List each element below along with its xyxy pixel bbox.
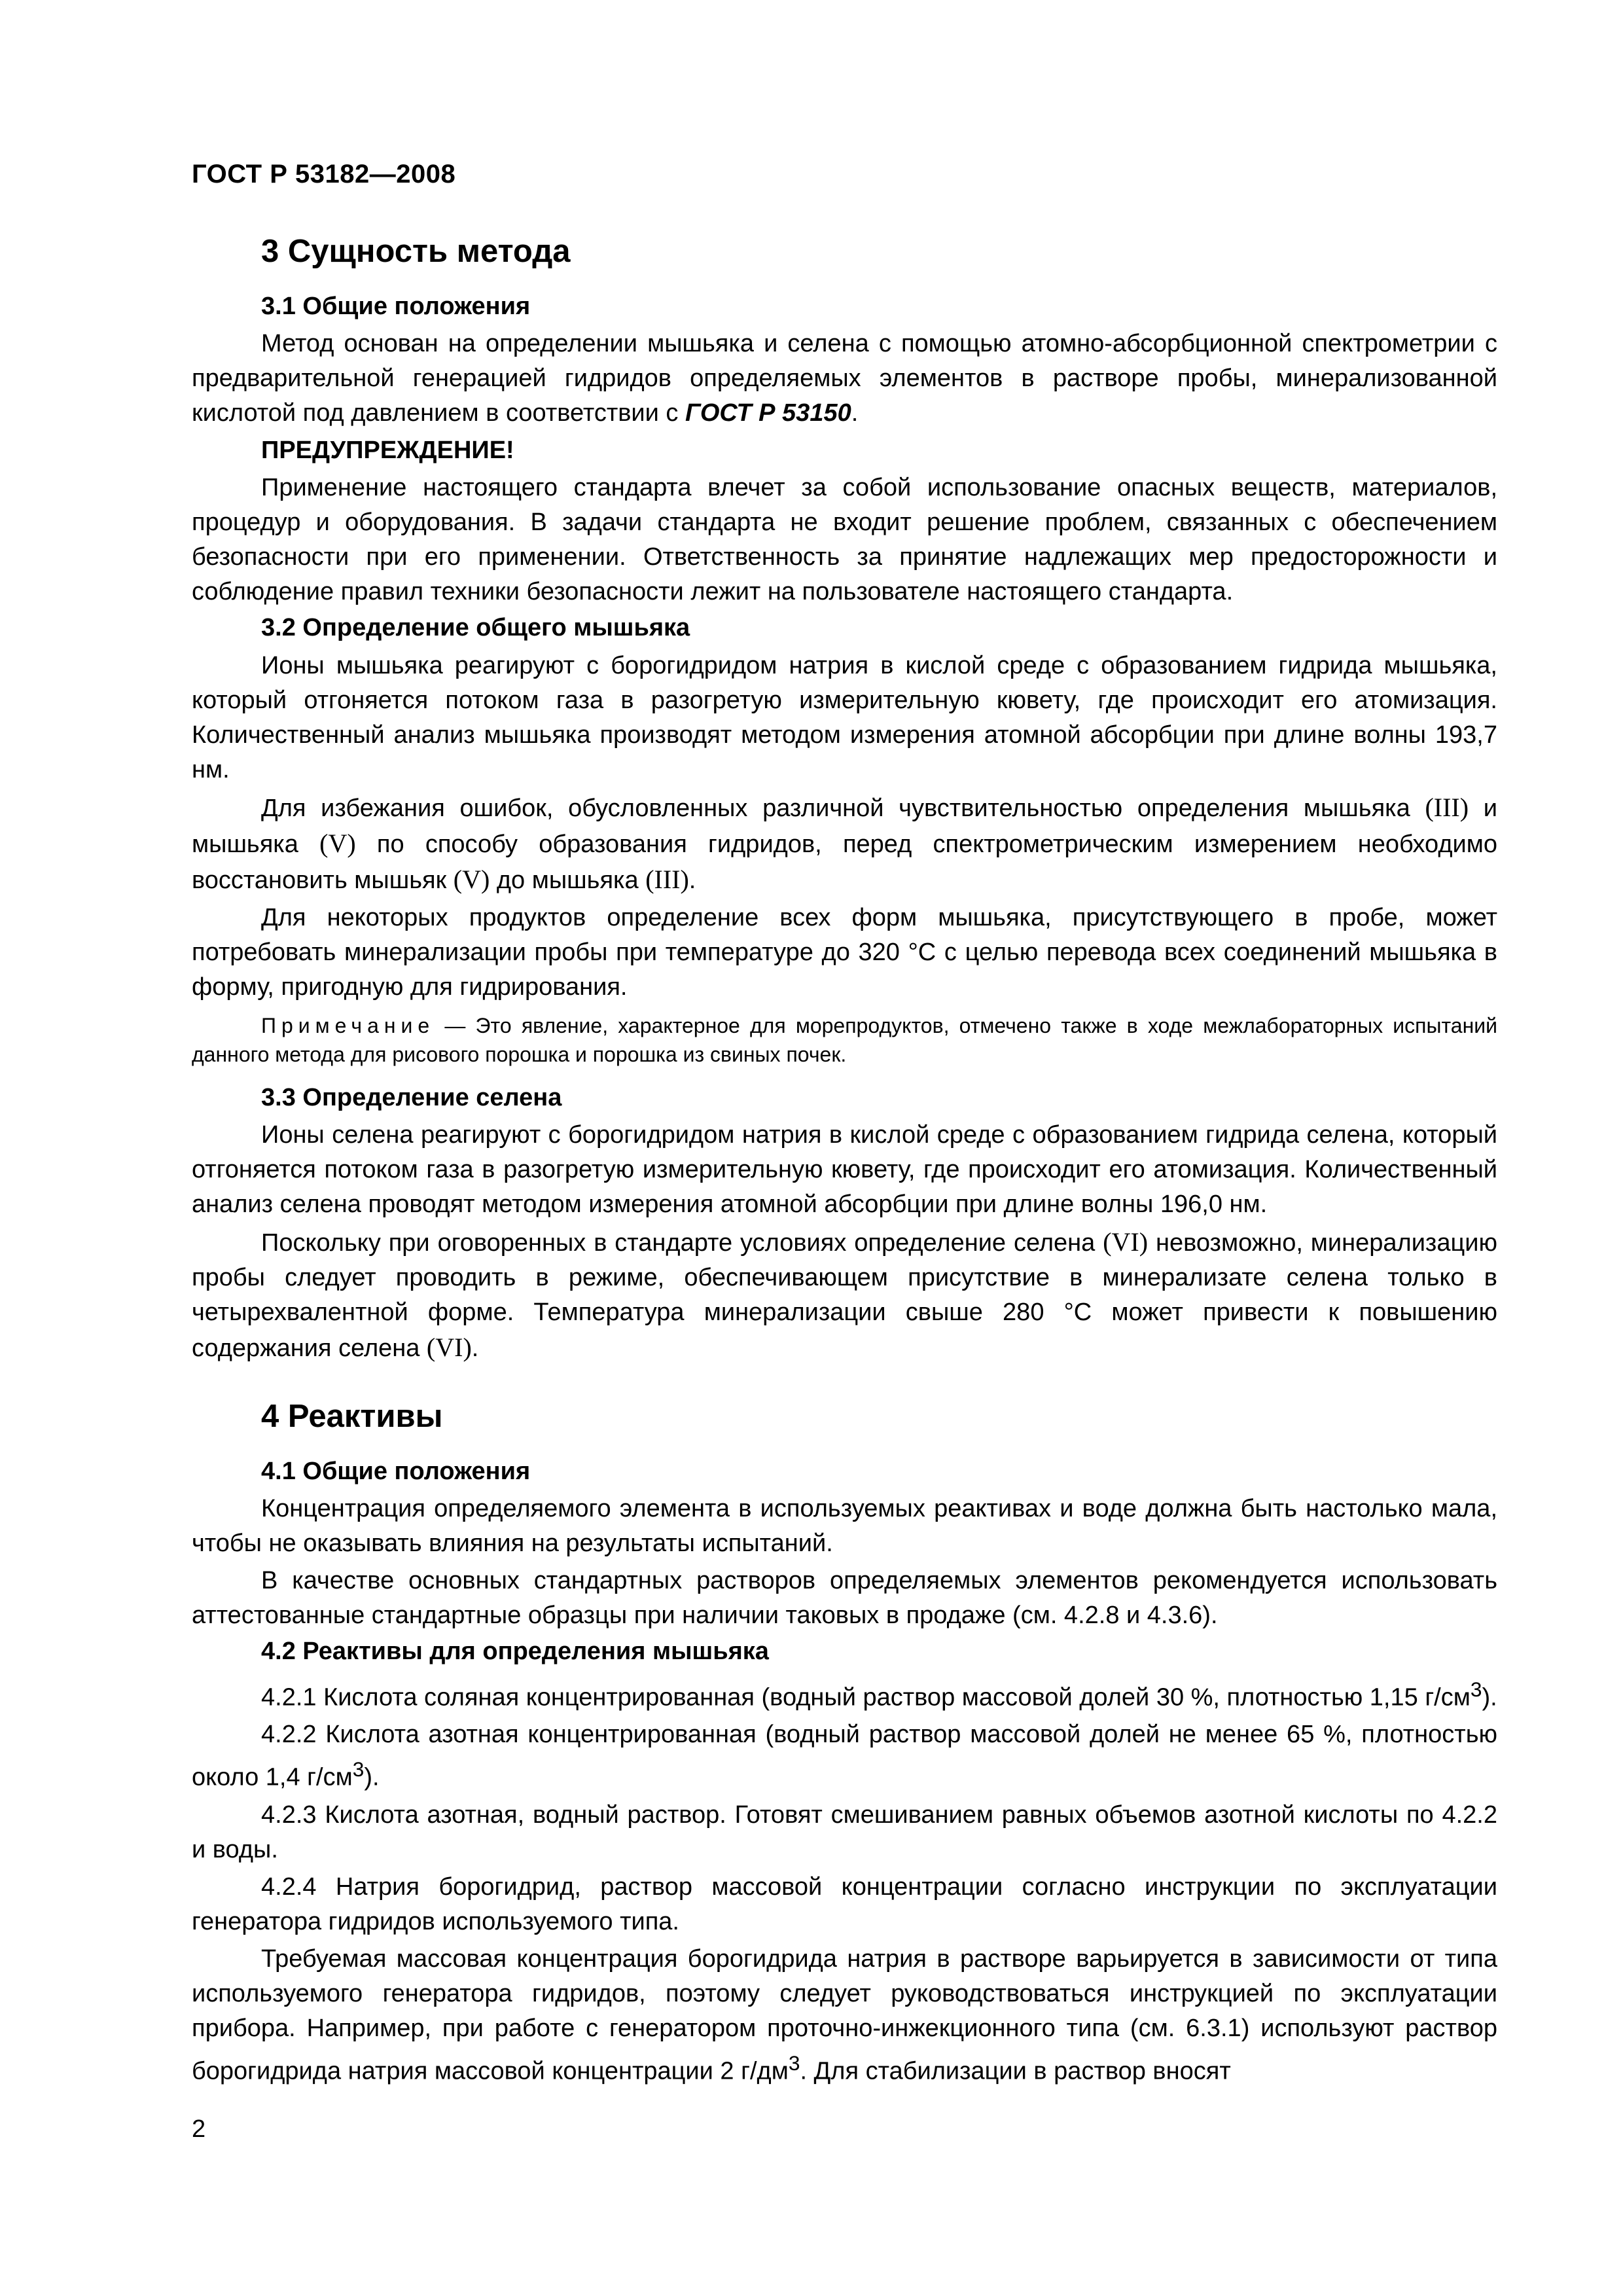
subsection-3-3-title: 3.3 Определение селена bbox=[261, 1083, 562, 1111]
warning-text: Применение настоящего стандарта влечет за собой использование опасных веществ, материалов, процедур и оборудования. В задачи стандарта не входит решение проблем, связанных с обеспечением безопасности при его применении. Ответственность за принятие надлежащих мер предосторожности и соблюдение правил техники безопасности лежит на пользователе настоящего стандарта. bbox=[192, 474, 1497, 606]
subsection-3-2-title: 3.2 Определение общего мышьяка bbox=[261, 614, 690, 642]
paragraph-borohydride-concentration: Требуемая массовая концентрация борогидрида натрия в растворе варьируется в зависимости от типа используемого генератора гидридов, поэтому следует руководствоваться инструкцией по эксплуатации прибора. Например, при работе с генератором проточно-инжекционного типа (см. 6.3.1) используют раствор борогидрида натрия массовой концентрации 2 $г/дм^3$. Для стабилизации в раствор вносят bbox=[192, 1945, 1497, 2085]
note-text: — Это явление, характерное для морепродуктов, отмечено также в ходе межлабораторных испытаний данного метода для рисового порошка и порошка из свиных почек. bbox=[192, 1013, 1497, 1066]
paragraph-3-3-conditions: Поскольку при оговоренных в стандарте условиях определение селена (VI) невозможно, минерализацию пробы следует проводить в режиме, обеспечивающем присутствие в минерализате селена только в четырехвалентной форме. Температура минерализации свыше 280 °С может привести к повышению содержания селена (VI). bbox=[192, 1227, 1497, 1362]
section-3-title: 3 Сущность метода bbox=[261, 234, 571, 269]
item-4-2-1: 4.2.1 Кислота соляная концентрированная (водный раствор массовой долей 30 %, плотностью 1,15 $г/см^3$). bbox=[261, 1677, 1497, 1712]
subsection-3-1-title: 3.1 Общие положения bbox=[261, 292, 531, 320]
warning-title: ПРЕДУПРЕЖДЕНИЕ! bbox=[261, 437, 514, 465]
paragraph-4-1-standards: В качестве основных стандартных растворов определяемых элементов рекомендуется использовать аттестованные стандартные образцы при наличии таковых в продаже (см. 4.2.8 и 4.3.6). bbox=[192, 1567, 1497, 1630]
paragraph-3-2-errors: Для избежания ошибок, обусловленных различной чувствительностью определения мышьяка (III) и мышьяка (V) по способу образования гидридов, перед спектрометрическим измерением необходимо восстановить мышьяк (V) до мышьяка (III). bbox=[192, 792, 1497, 894]
document-code-header: ГОСТ Р 53182—2008 bbox=[192, 160, 456, 188]
item-4-2-2: 4.2.2 Кислота азотная концентрированная (водный раствор массовой долей не менее 65 %, плотностью около 1,4 $г/см^3$). bbox=[192, 1721, 1497, 1791]
note-label: Примечание bbox=[261, 1013, 435, 1037]
note bbox=[192, 1011, 1497, 1069]
item-4-2-3: 4.2.3 Кислота азотная, водный раствор. Готовят смешиванием равных объемов азотной кислоты по 4.2.2 и воды. bbox=[192, 1801, 1497, 1863]
paragraph-3-1-method: Метод основан на определении мышьяка и селена с помощью атомно-абсорбционной спектрометрии с предварительной генерацией гидридов определяемых элементов в растворе пробы, минерализованной кислотой под давлением в соответствии с ГОСТ Р 53150. bbox=[192, 330, 1497, 427]
gost-reference: ГОСТ Р 53150 bbox=[685, 399, 851, 427]
subsection-4-1-title: 4.1 Общие положения bbox=[261, 1457, 531, 1485]
paragraph-3-2-ions: Ионы мышьяка реагируют с борогидридом натрия в кислой среде с образованием гидрида мышьяка, который отгоняется потоком газа в разогретую измерительную кювету, где происходит его атомизация. Количественный анализ мышьяка производят методом измерения атомной абсорбции при длине волны 193,7 нм. bbox=[192, 651, 1497, 783]
paragraph-4-1-concentration: Концентрация определяемого элемента в используемых реактивах и воде должна быть настолько мала, чтобы не оказывать влияния на результаты испытаний. bbox=[192, 1495, 1497, 1558]
subsection-4-2-title: 4.2 Реактивы для определения мышьяка bbox=[261, 1638, 769, 1666]
paragraph-3-3-ions: Ионы селена реагируют с борогидридом натрия в кислой среде с образованием гидрида селена, который отгоняется потоком газа в разогретую измерительную кювету, где происходит его атомизация. Количественный анализ селена проводят методом измерения атомной абсорбции при длине волны 196,0 нм. bbox=[192, 1121, 1497, 1218]
section-4-title: 4 Реактивы bbox=[261, 1398, 443, 1434]
paragraph-3-2-mineralization: Для некоторых продуктов определение всех форм мышьяка, присутствующего в пробе, может потребовать минерализации пробы при температуре до 320 °С с целью перевода всех соединений мышьяка в форму, пригодную для гидрирования. bbox=[192, 903, 1497, 1001]
page-number: 2 bbox=[192, 2115, 206, 2143]
item-4-2-4: 4.2.4 Натрия борогидрид, раствор массовой концентрации согласно инструкции по эксплуатации генератора гидридов используемого типа. bbox=[192, 1873, 1497, 1935]
page-content bbox=[192, 232, 1497, 2092]
